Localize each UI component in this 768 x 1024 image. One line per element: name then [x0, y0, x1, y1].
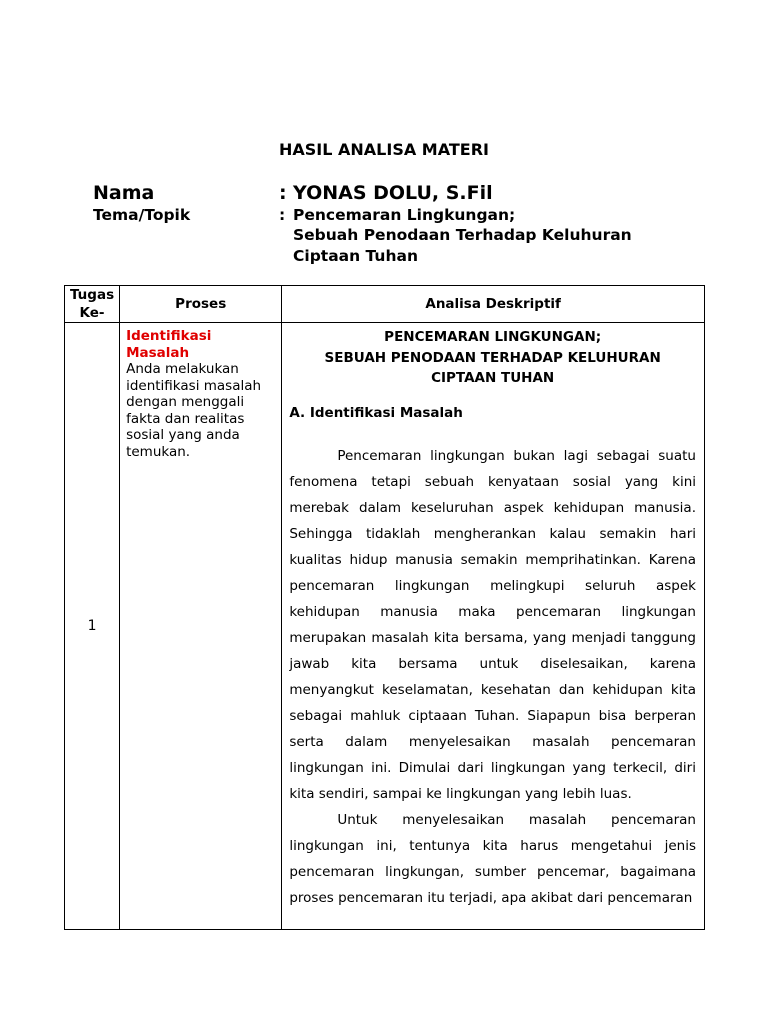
table-header-row [65, 286, 705, 323]
paragraph-2: Untuk menyelesaikan masalah pencemaran lingkungan ini, tentunya kita harus mengetahui jenis pencemaran lingkungan, sumber pencemar, bagaimana proses pencemaran itu terjadi, apa akibat dari pencemaran [289, 811, 696, 906]
row-number: 1 [65, 323, 120, 930]
tema-value-line-2: Sebuah Penodaan Terhadap Keluhuran [293, 226, 632, 244]
analisa-cell [282, 323, 705, 930]
table-row [65, 323, 705, 930]
nama-value: YONAS DOLU, S.Fil [293, 182, 493, 204]
proses-title: Identifikasi Masalah [126, 328, 212, 361]
analisa-title-line-3: CIPTAAN TUHAN [431, 370, 555, 386]
document-title: HASIL ANALISA MATERI [279, 140, 489, 159]
analisa-title-line-2: SEBUAH PENODAAN TERHADAP KELUHURAN [324, 349, 661, 366]
header-tugas-line-1: Tugas [69, 287, 115, 303]
analisa-title-line-1: PENCEMARAN LINGKUNGAN; [384, 329, 602, 345]
header-tugas [65, 286, 120, 323]
proses-cell [120, 323, 282, 930]
section-heading: A. Identifikasi Masalah [289, 404, 463, 421]
tema-colon: : [279, 206, 286, 224]
tema-value-line-1: Pencemaran Lingkungan; [293, 206, 516, 224]
header-analisa: Analisa Deskriptif [282, 286, 705, 323]
nama-colon: : [279, 182, 287, 204]
header-tugas-line-2: Ke- [79, 305, 105, 321]
tema-label: Tema/Topik [93, 206, 191, 224]
nama-label: Nama [93, 182, 155, 204]
analysis-table [64, 285, 705, 930]
proses-text: Anda melakukan identifikasi masalah dengan menggali fakta dan realitas sosial yang anda temukan. [126, 361, 262, 460]
tema-value-line-3: Ciptaan Tuhan [293, 247, 418, 265]
header-proses: Proses [120, 286, 282, 323]
paragraph-1: Pencemaran lingkungan bukan lagi sebagai suatu fenomena tetapi sebuah kenyataan sosial yang kini merebak dalam keseluruhan aspek kehidupan manusia. Sehingga tidaklah mengherankan kalau semakin hari kualitas hidup manusia semakin memprihatinkan. Karena pencemaran lingkungan melingkupi seluruh aspek kehidupan manusia maka pencemaran lingkungan merupakan masalah kita bersama, yang menjadi tanggung jawab kita bersama untuk diselesaikan, karena menyangkut keselamatan, kesehatan dan kehidupan kita sebagai mahluk ciptaaan Tuhan. Siapapun bisa berperan serta dalam menyelesaikan masalah pencemaran lingkungan ini. Dimulai dari lingkungan yang terkecil, diri kita sendiri, sampai ke lingkungan yang lebih luas. [289, 447, 696, 802]
